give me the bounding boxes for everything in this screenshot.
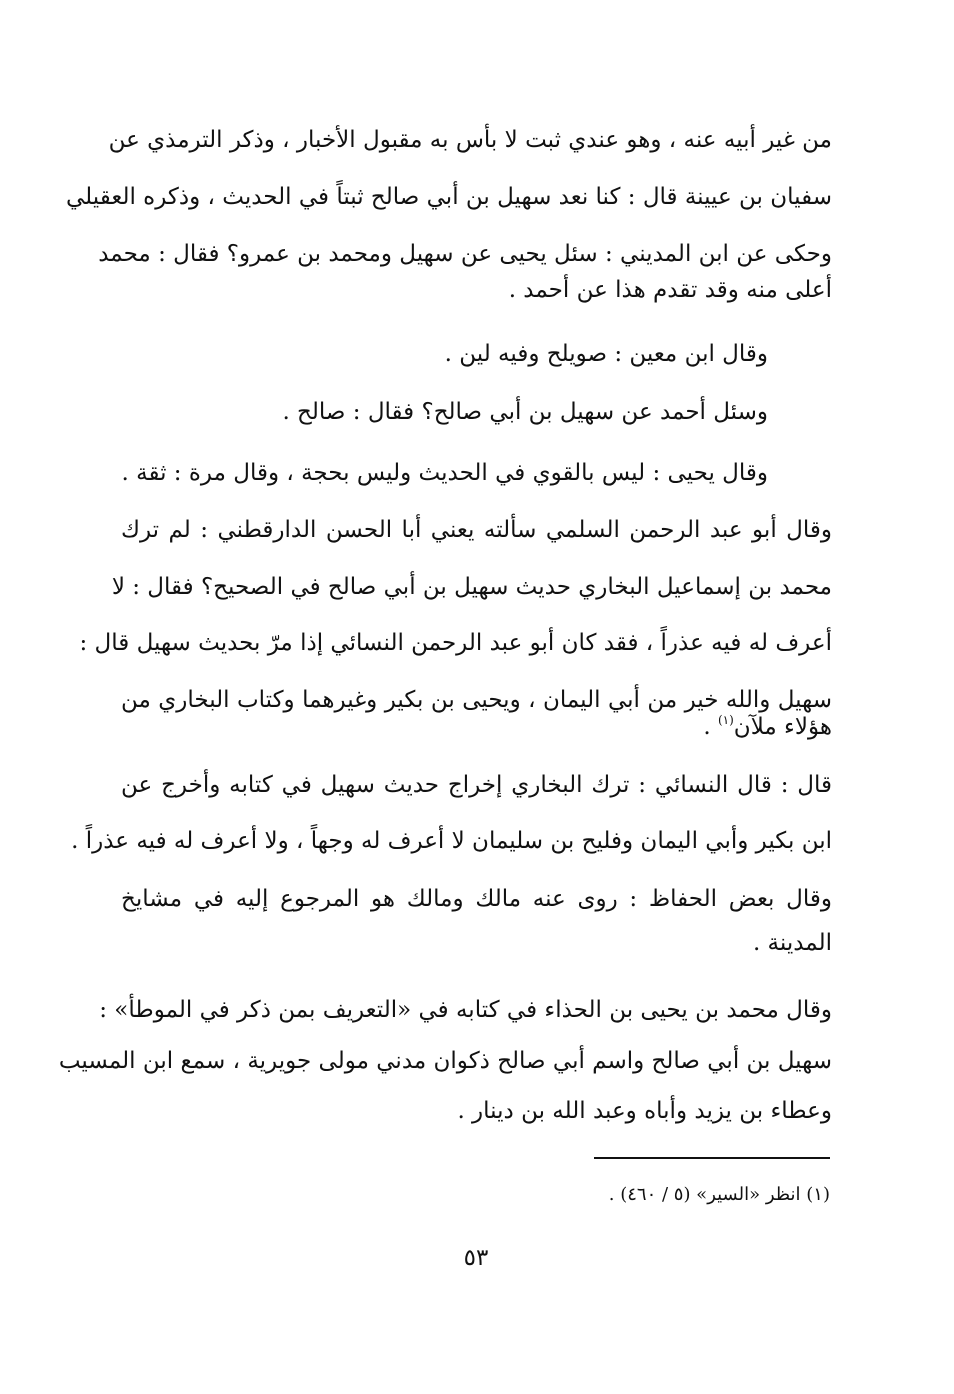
footnote-reference: (١) [717, 713, 734, 728]
line-end-punctuation: . [703, 714, 718, 740]
text-line-1: من غير أبيه عنه ، وهو عندي ثبت لا بأس به مقبول الأخبار ، وذكر الترمذي عن [108, 127, 832, 153]
paragraph-sulami-line-3: أعرف له فيه عذراً ، فقد كان أبو عبد الرحمن النسائي إذا مرّ بحديث سهيل قال : [79, 630, 832, 656]
paragraph-huffaz-line-2: المدينة . [752, 930, 832, 956]
paragraph-sulami-line-5 [703, 711, 832, 743]
paragraph-hadhdha-line-2: سهيل بن أبي صالح واسم أبي صالح ذكوان مدني مولى جويرية ، سمع ابن المسيب [58, 1048, 832, 1074]
paragraph-hadhdha-line-1: وقال محمد بن يحيى بن الحذاء في كتابه في «التعريف بمن ذكر في الموطأ» : [99, 997, 832, 1023]
paragraph-nasai-line-1: قال : قال النسائي : ترك البخاري إخراج حديث سهيل في كتابه وأخرج عن [121, 772, 832, 798]
text-line-3: وحكى عن ابن المديني : سئل يحيى عن سهيل ومحمد بن عمرو؟ فقال : محمد [98, 241, 832, 267]
quote-ibn-main: وقال ابن معين : صويلح وفيه لين . [444, 341, 768, 367]
paragraph-sulami-line-4: سهيل والله خير من أبي اليمان ، ويحيى بن بكير وغيرهما وكتاب البخاري من [121, 687, 832, 713]
footnote-divider [594, 1157, 830, 1159]
paragraph-huffaz-line-1: وقال بعض الحفاظ : روى عنه مالك ومالك هو المرجوع إليه في مشايخ [121, 886, 832, 912]
paragraph-sulami-line-1: وقال أبو عبد الرحمن السلمي سألته يعني أبا الحسن الدارقطني : لم ترك [121, 517, 832, 543]
footnote: (١) انظر «السير» (٥ / ٤٦٠) . [608, 1184, 830, 1205]
quote-ahmad: وسئل أحمد عن سهيل بن أبي صالح؟ فقال : صالح . [282, 399, 768, 425]
page-number: ٥٣ [463, 1245, 489, 1271]
line-text: هؤلاء ملآن [733, 714, 832, 740]
paragraph-nasai-line-2: ابن بكير وأبي اليمان وفليح بن سليمان لا أعرف له وجهاً ، ولا أعرف له فيه عذراً . [71, 828, 832, 854]
quote-yahya: وقال يحيى : ليس بالقوي في الحديث وليس بحجة ، وقال مرة : ثقة . [121, 460, 768, 486]
paragraph-hadhdha-line-3: وعطاء بن يزيد وأباه وعبد الله بن دينار . [457, 1098, 832, 1124]
text-line-2: سفيان بن عيينة قال : كنا نعد سهيل بن أبي صالح ثبتاً في الحديث ، وذكره العقيلي [65, 184, 832, 210]
text-line-4: أعلى منه وقد تقدم هذا عن أحمد . [508, 277, 832, 303]
paragraph-sulami-line-2: محمد بن إسماعيل البخاري حديث سهيل بن أبي صالح في الصحيح؟ فقال : لا [111, 574, 832, 600]
